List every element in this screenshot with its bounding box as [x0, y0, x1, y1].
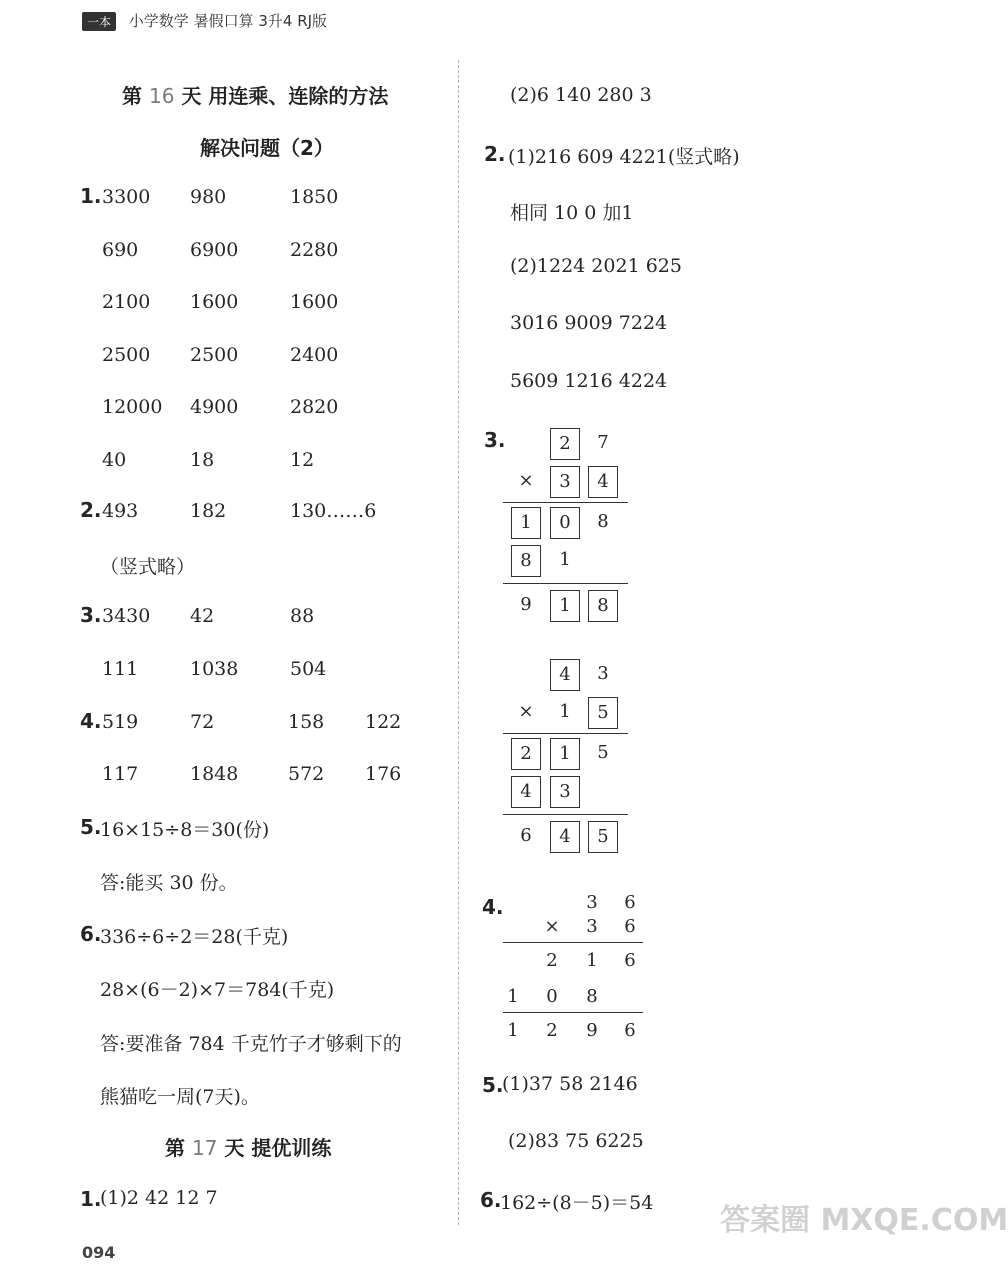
answer-value: 122	[365, 711, 402, 733]
watermark-logo: 答案圈 MXQE.COM	[720, 1203, 1008, 1238]
question-number: 4.	[482, 895, 504, 919]
title-text: 天 提优训练	[224, 1136, 332, 1160]
day-number: 17	[191, 1136, 218, 1160]
answer-line: 3016 9009 7224	[510, 312, 668, 334]
question-number: 6.	[480, 1188, 502, 1212]
answer-sentence: 熊猫吃一周(7天)。	[100, 1086, 260, 1108]
digit-box: 2	[511, 738, 541, 770]
section-subtitle: 解决问题（2）	[200, 136, 334, 160]
digit-box: 8	[511, 545, 541, 577]
digit-box: 3	[550, 466, 580, 498]
digit: 3	[586, 916, 598, 937]
digit: 6	[624, 892, 636, 913]
answer-value: 3300	[102, 186, 151, 208]
question-number: 4.	[80, 709, 102, 733]
answer-line: (1)2 42 12 7	[100, 1187, 218, 1209]
answer-value: 1848	[190, 763, 239, 785]
digit-box: 4	[550, 821, 580, 853]
question-number: 1.	[80, 184, 102, 208]
title-text: 天 用连乘、连除的方法	[181, 84, 389, 108]
answer-value: 6900	[190, 238, 239, 261]
digit: 8	[597, 511, 609, 532]
answer-value: 130……6	[290, 500, 377, 522]
answer-line: (1)37 58 2146	[502, 1073, 638, 1095]
answer-value: 176	[365, 763, 402, 785]
digit: ×	[518, 470, 534, 491]
question-number: 3.	[80, 603, 102, 627]
page-number: 094	[82, 1243, 116, 1262]
rule-line	[503, 814, 628, 815]
answer-value: 72	[190, 711, 215, 733]
answer-value: 40	[102, 448, 127, 471]
question-number: 5.	[482, 1073, 504, 1097]
column-divider	[458, 60, 459, 1225]
digit-box: 5	[588, 697, 618, 729]
equation: 162÷(8－5)＝54	[500, 1192, 654, 1214]
digit: 1	[507, 986, 519, 1007]
answer-line: (1)216 609 4221(竖式略)	[508, 146, 740, 168]
equation: 336÷6÷2＝28(千克)	[100, 926, 289, 948]
answer-value: 1850	[290, 186, 339, 208]
title-prefix: 第	[122, 84, 142, 108]
digit: 2	[546, 950, 558, 971]
day-number: 16	[148, 84, 175, 108]
answer-value: 1600	[190, 291, 239, 313]
digit: 6	[624, 950, 636, 971]
digit: 9	[520, 594, 532, 615]
digit-box: 4	[588, 466, 618, 498]
answer-line: (2)6 140 280 3	[510, 84, 652, 106]
question-number: 6.	[80, 922, 102, 946]
page-header	[82, 10, 327, 31]
answer-value: 2820	[290, 396, 339, 418]
rule-line	[503, 1012, 643, 1013]
rule-line	[503, 942, 643, 943]
digit: 3	[597, 663, 609, 684]
digit: 7	[597, 432, 609, 453]
equation: 28×(6－2)×7＝784(千克)	[100, 979, 335, 1001]
rule-line	[503, 502, 628, 503]
digit-box: 4	[550, 659, 580, 691]
digit-box: 1	[550, 738, 580, 770]
answer-value: 182	[190, 500, 227, 522]
answer-note: （竖式略）	[100, 556, 196, 578]
answer-value: 3430	[102, 605, 151, 627]
answer-line: 相同 10 0 加1	[510, 202, 634, 224]
answer-value: 2100	[102, 291, 151, 313]
digit: 3	[586, 892, 598, 913]
answer-value: 690	[102, 238, 139, 261]
answer-sentence: 答:能买 30 份。	[100, 872, 238, 894]
digit-box: 1	[550, 590, 580, 622]
answer-value: 504	[290, 658, 327, 680]
rule-line	[503, 733, 628, 734]
title-prefix: 第	[165, 1136, 185, 1160]
section-title-day17	[165, 1132, 331, 1161]
answer-value: 519	[102, 711, 139, 733]
equation: 16×15÷8＝30(份)	[100, 819, 270, 841]
answer-value: 12	[290, 448, 315, 471]
answer-line: (2)83 75 6225	[508, 1130, 644, 1152]
section-title-day16	[122, 80, 388, 109]
answer-value: 1600	[290, 291, 339, 313]
digit-box: 1	[511, 507, 541, 539]
question-number: 3.	[484, 428, 506, 452]
digit: 6	[624, 1020, 636, 1041]
digit: 1	[559, 549, 571, 570]
question-number: 2.	[484, 142, 506, 166]
answer-value: 42	[190, 605, 215, 627]
digit-box: 8	[588, 590, 618, 622]
digit: ×	[518, 701, 534, 722]
question-number: 2.	[80, 498, 102, 522]
answer-value: 980	[190, 186, 227, 208]
digit: 2	[546, 1020, 558, 1041]
digit-box: 4	[511, 776, 541, 808]
answer-value: 493	[102, 500, 139, 522]
answer-value: 18	[190, 448, 215, 471]
question-number: 1.	[80, 1187, 102, 1211]
answer-value: 2500	[190, 343, 239, 366]
answer-value: 12000	[102, 396, 163, 418]
digit: 6	[624, 916, 636, 937]
digit: ×	[544, 916, 560, 937]
answer-value: 117	[102, 763, 139, 785]
answer-sentence: 答:要准备 784 千克竹子才够剩下的	[100, 1033, 402, 1055]
digit: 6	[520, 825, 532, 846]
answer-value: 2400	[290, 343, 339, 366]
answer-line: 5609 1216 4224	[510, 370, 668, 392]
digit-box: 2	[550, 428, 580, 460]
digit: 1	[507, 1020, 519, 1041]
answer-value: 2280	[290, 238, 339, 261]
digit: 8	[586, 986, 598, 1007]
digit: 9	[586, 1020, 598, 1041]
answer-value: 2500	[102, 343, 151, 366]
answer-line: (2)1224 2021 625	[510, 255, 682, 277]
brand-badge: 一本	[82, 12, 116, 31]
digit: 1	[586, 950, 598, 971]
answer-value: 88	[290, 605, 315, 627]
answer-value: 4900	[190, 396, 239, 418]
answer-value: 111	[102, 658, 139, 680]
digit: 5	[597, 742, 609, 763]
answer-value: 572	[288, 763, 325, 785]
digit-box: 5	[588, 821, 618, 853]
header-text: 小学数学 暑假口算 3升4 RJ版	[128, 12, 328, 30]
rule-line	[503, 583, 628, 584]
question-number: 5.	[80, 815, 102, 839]
answer-value: 1038	[190, 658, 239, 680]
answer-value: 158	[288, 711, 325, 733]
digit-box: 3	[550, 776, 580, 808]
digit: 1	[559, 701, 571, 722]
digit: 0	[546, 986, 558, 1007]
digit-box: 0	[550, 507, 580, 539]
